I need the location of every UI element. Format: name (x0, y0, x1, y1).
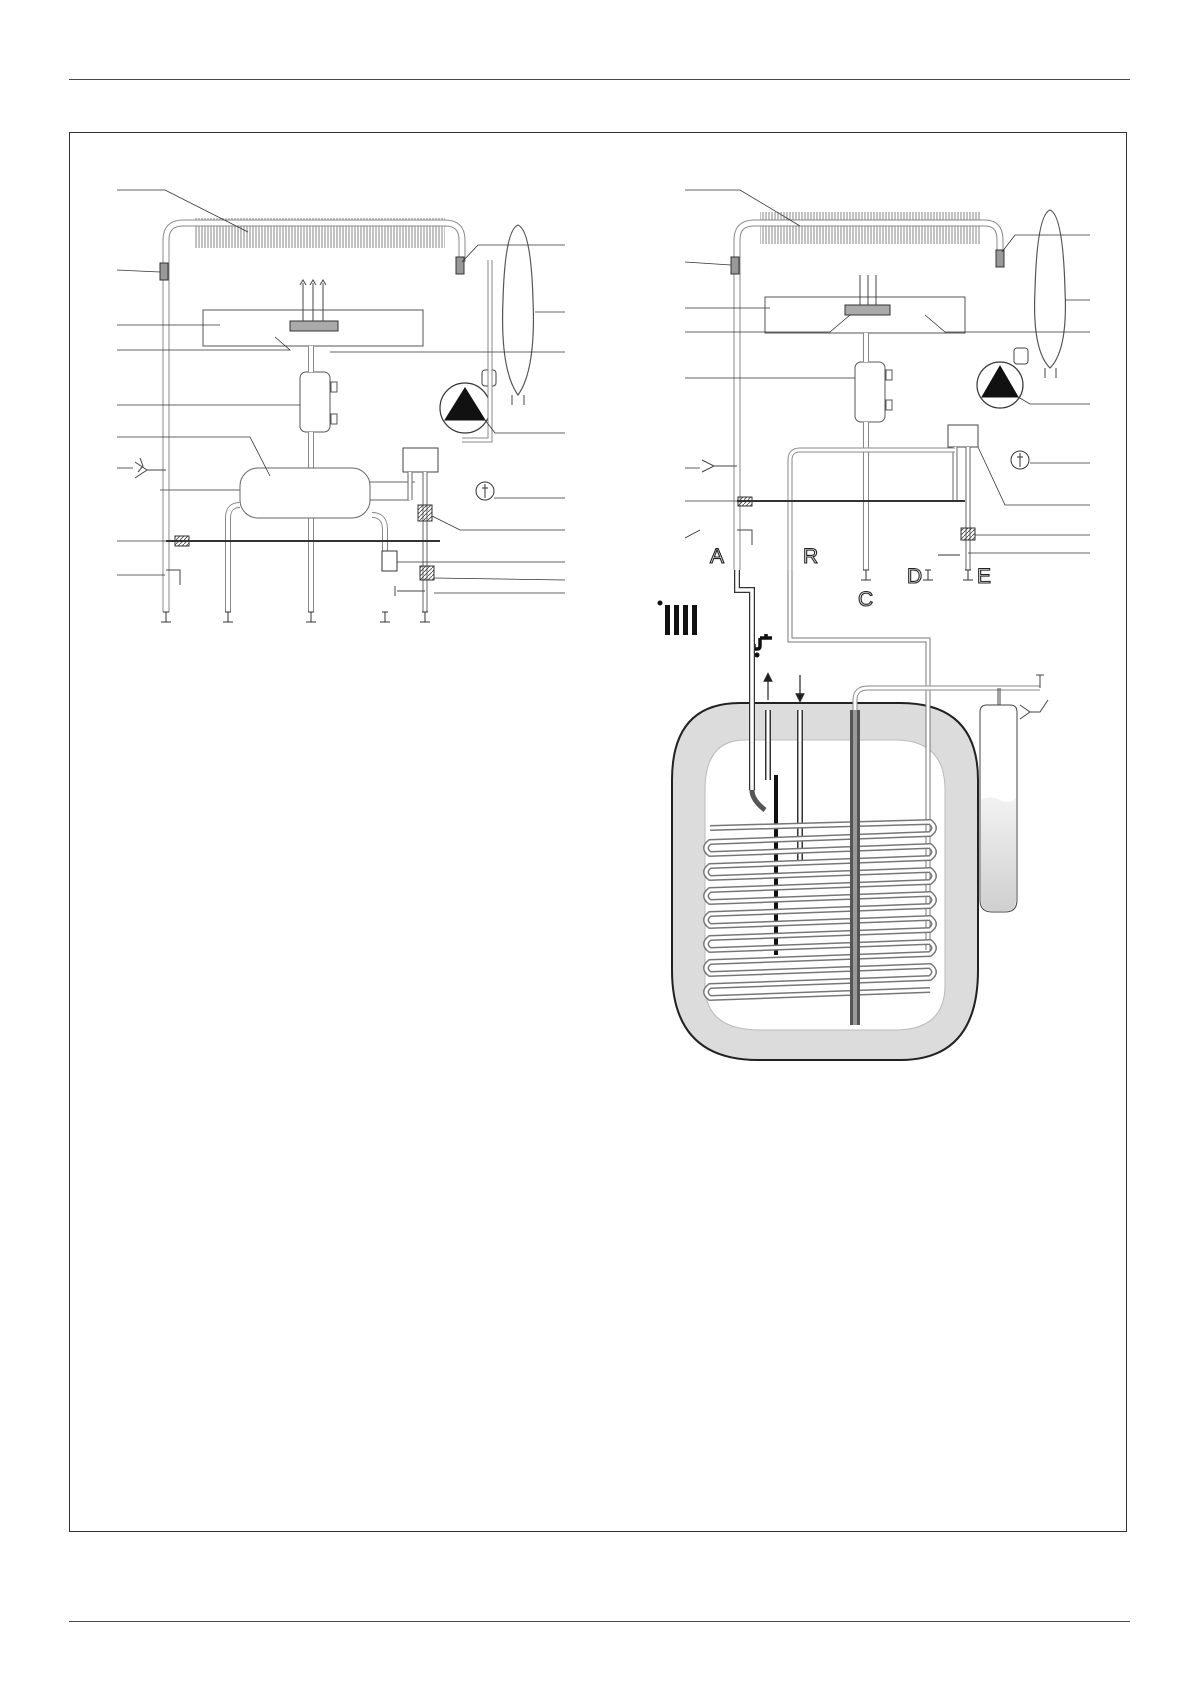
connection-label-a: A (710, 545, 725, 568)
dhw-expansion-vessel (980, 688, 1017, 912)
gas-valve (300, 372, 330, 432)
flow-temperature-sensor (160, 263, 168, 280)
plate-heat-exchanger (240, 468, 370, 518)
connection-label-r: R (803, 545, 819, 568)
tap-icon (754, 634, 772, 658)
ignition-electrodes (290, 321, 338, 331)
left-leader-lines (117, 190, 565, 593)
connection-label-e: E (977, 565, 992, 588)
diverter-valve-head (403, 448, 438, 472)
safety-valve-2 (702, 460, 737, 472)
diverter-valve-head-2 (948, 425, 978, 447)
bottom-drains (161, 612, 430, 622)
connection-label-d: D (907, 565, 923, 588)
main-heat-exchanger-2 (760, 212, 980, 244)
ignition-electrodes-2 (845, 305, 890, 315)
dhw-flow-sensor (382, 551, 397, 571)
left-diagram (117, 190, 565, 622)
gas-valve-2 (855, 362, 885, 422)
flow-temperature-sensor-2 (731, 257, 739, 274)
radiator-icon (658, 601, 698, 636)
right-diagram (685, 190, 1090, 580)
connection-label-c: C (858, 588, 874, 611)
overheat-thermostat (456, 257, 464, 274)
expansion-vessel-2 (1035, 210, 1066, 368)
overheat-thermostat-2 (996, 250, 1004, 267)
expansion-vessel (503, 225, 534, 395)
